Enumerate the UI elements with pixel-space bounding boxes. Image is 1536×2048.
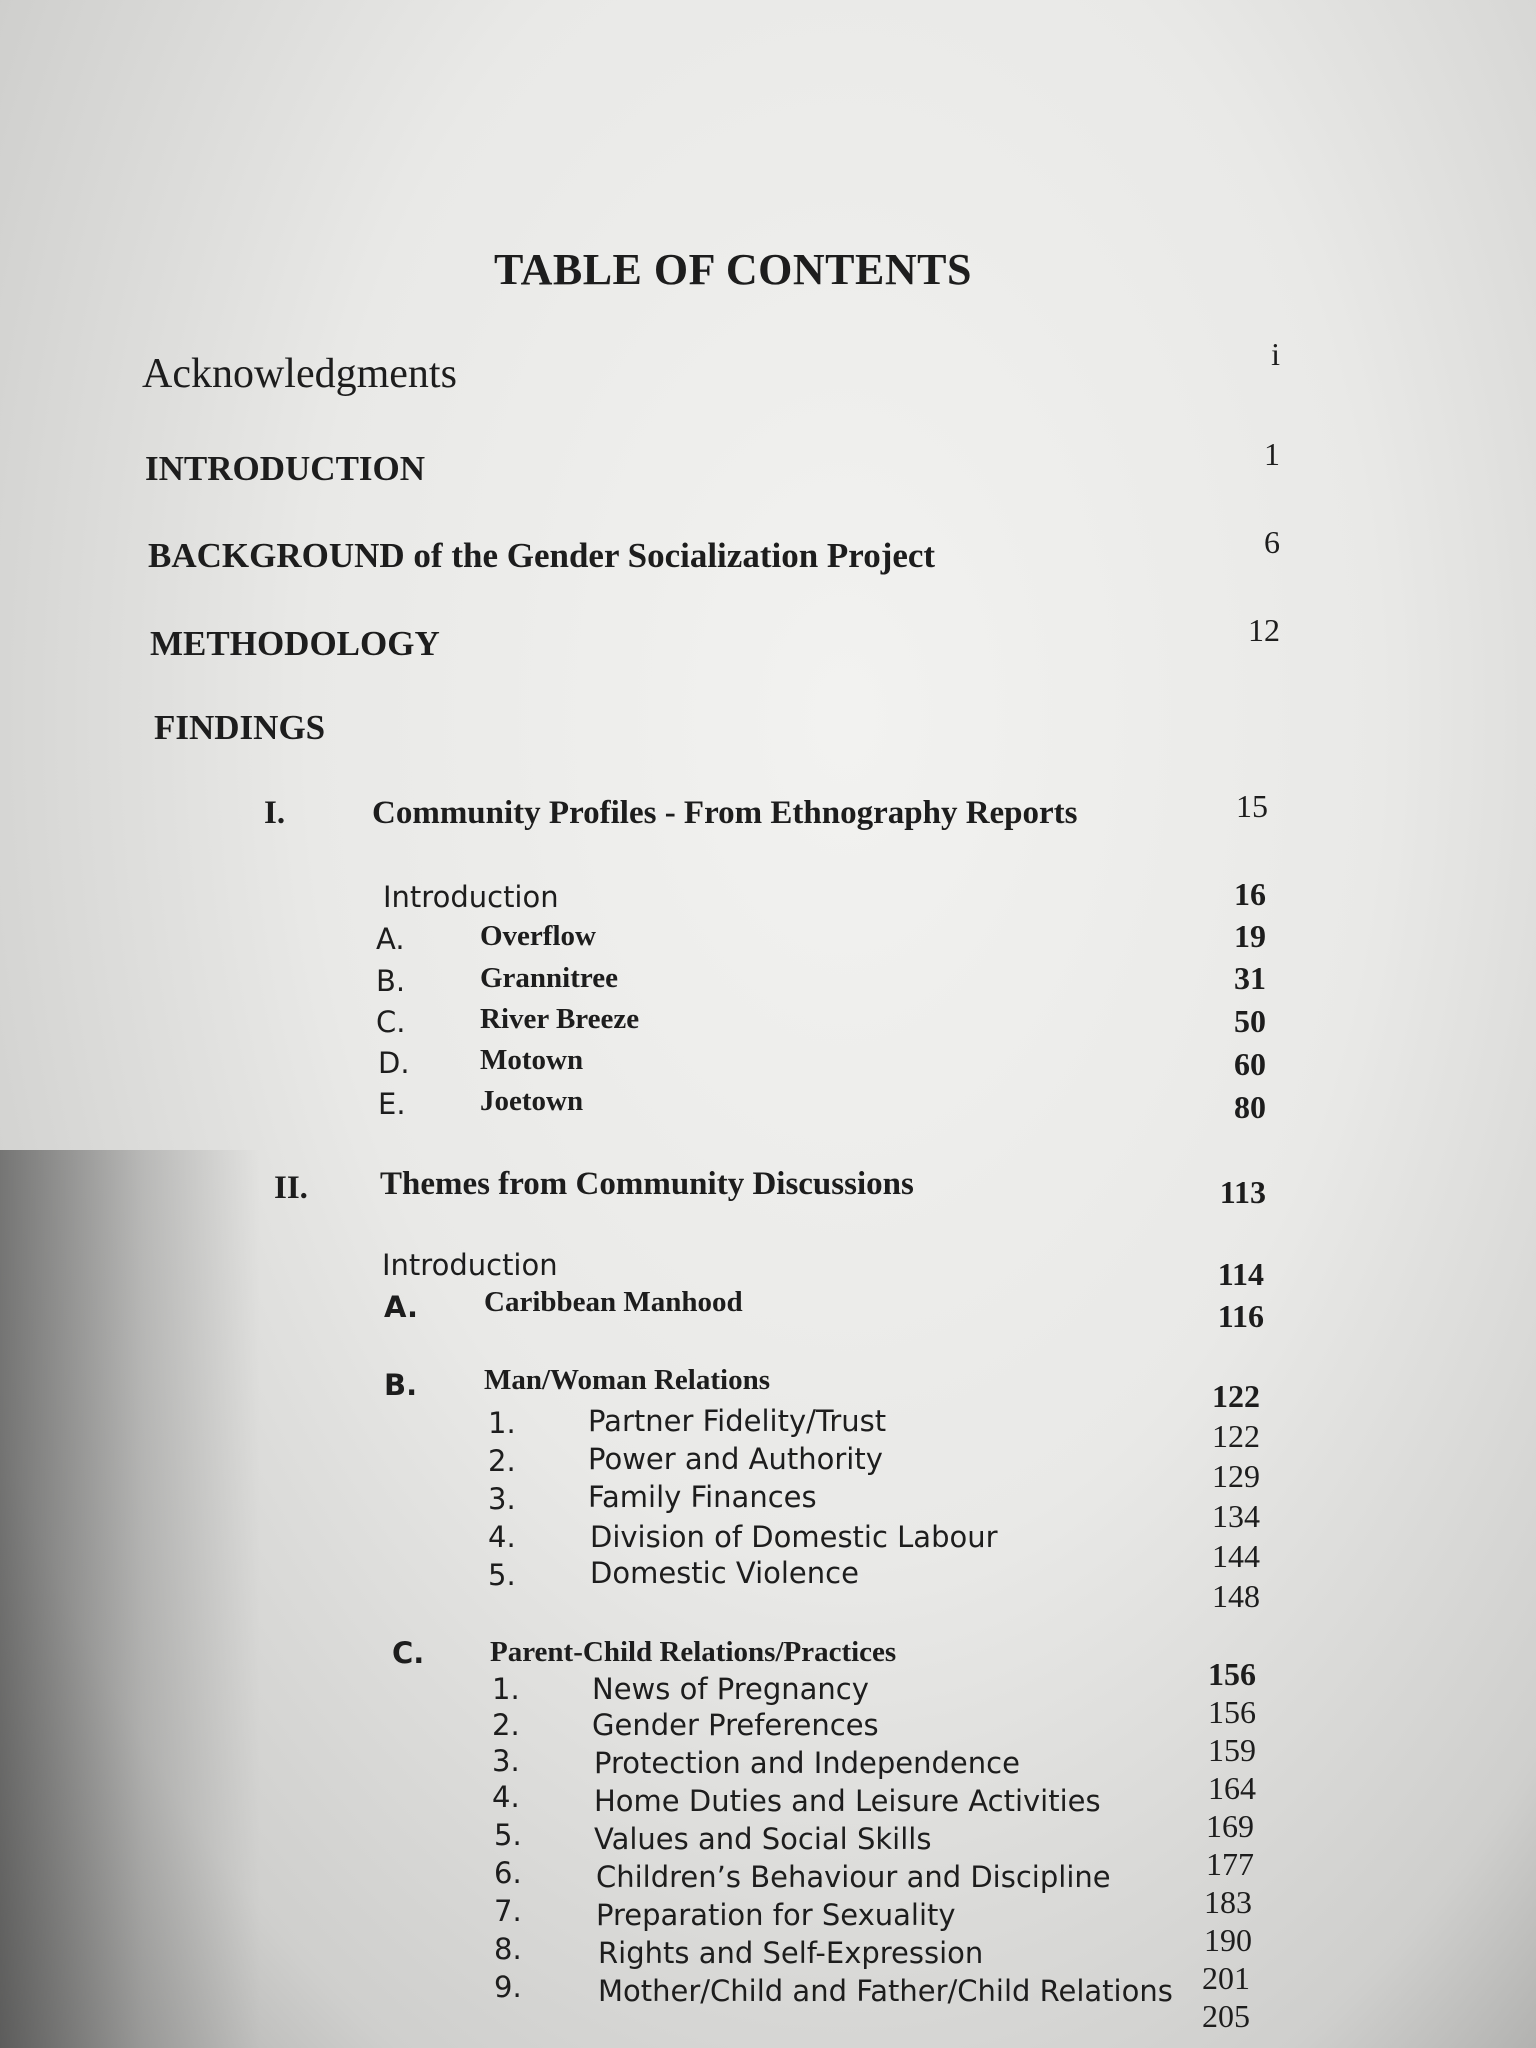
item-number: 6. xyxy=(494,1856,522,1890)
page-number: 148 xyxy=(1212,1578,1260,1614)
page-number: 183 xyxy=(1204,1884,1252,1920)
item-number: 8. xyxy=(494,1932,522,1966)
page-number: 144 xyxy=(1212,1538,1260,1574)
toc-entry-background: BACKGROUND of the Gender Socialization Project xyxy=(148,536,936,575)
toc-entry: Mother/Child and Father/Child Relations xyxy=(598,1974,1173,2008)
page-number: 177 xyxy=(1206,1846,1254,1882)
toc-entry: Joetown xyxy=(480,1085,584,1117)
toc-entry: Gender Preferences xyxy=(592,1708,879,1742)
item-letter: C. xyxy=(376,1005,406,1039)
page-number: 60 xyxy=(1234,1046,1266,1082)
item-letter: D. xyxy=(378,1046,410,1080)
section-title: Themes from Community Discussions xyxy=(380,1166,914,1202)
page-number: 122 xyxy=(1212,1418,1260,1454)
page-number: 159 xyxy=(1208,1732,1256,1768)
item-number: 3. xyxy=(492,1744,520,1778)
toc-entry: Home Duties and Leisure Activities xyxy=(594,1784,1101,1818)
toc-entry-introduction: Introduction xyxy=(383,880,559,914)
page-number: 129 xyxy=(1212,1458,1260,1494)
toc-entry: Caribbean Manhood xyxy=(484,1286,743,1318)
page-shadow xyxy=(0,1150,260,2048)
item-letter: A. xyxy=(376,922,405,956)
item-number: 1. xyxy=(492,1672,520,1706)
item-number: 4. xyxy=(488,1520,516,1554)
item-number: 3. xyxy=(488,1482,516,1516)
page-number: 205 xyxy=(1202,1998,1250,2034)
toc-entry-introduction: Introduction xyxy=(382,1248,558,1282)
item-letter: C. xyxy=(392,1636,425,1670)
page-number: 122 xyxy=(1212,1378,1260,1414)
page-number: 1 xyxy=(1264,436,1280,472)
toc-entry: Domestic Violence xyxy=(590,1556,859,1590)
page-number: 16 xyxy=(1234,876,1266,912)
item-number: 4. xyxy=(492,1780,520,1814)
page-number: 15 xyxy=(1236,788,1268,824)
page-number: 113 xyxy=(1219,1174,1266,1210)
toc-entry-findings: FINDINGS xyxy=(154,708,326,747)
toc-entry: Overflow xyxy=(480,920,596,952)
toc-entry: Division of Domestic Labour xyxy=(590,1520,998,1554)
item-letter: B. xyxy=(376,964,406,998)
subsection-title: Parent-Child Relations/Practices xyxy=(490,1636,897,1668)
page-number: 169 xyxy=(1206,1808,1254,1844)
page-number: 80 xyxy=(1234,1089,1266,1125)
page-number: 134 xyxy=(1212,1498,1260,1534)
item-number: 9. xyxy=(494,1970,522,2004)
page-number: 156 xyxy=(1208,1656,1256,1692)
toc-entry-introduction: INTRODUCTION xyxy=(145,449,426,488)
subsection-title: Man/Woman Relations xyxy=(484,1364,770,1396)
toc-entry: Preparation for Sexuality xyxy=(596,1898,956,1932)
page-title: TABLE OF CONTENTS xyxy=(494,245,972,294)
item-number: 5. xyxy=(488,1558,516,1592)
page-number: 6 xyxy=(1264,524,1280,560)
item-number: 5. xyxy=(494,1818,522,1852)
toc-entry: Power and Authority xyxy=(588,1442,883,1476)
toc-entry: Family Finances xyxy=(588,1480,817,1514)
section-numeral: I. xyxy=(264,795,286,831)
page-number: 31 xyxy=(1234,960,1266,996)
toc-entry: Protection and Independence xyxy=(594,1746,1020,1780)
page-number: 114 xyxy=(1217,1256,1264,1292)
toc-entry: Rights and Self-Expression xyxy=(598,1936,984,1970)
toc-entry: News of Pregnancy xyxy=(592,1672,869,1706)
toc-entry-acknowledgments: Acknowledgments xyxy=(142,351,457,397)
page-number: 201 xyxy=(1202,1960,1250,1996)
page-number: 12 xyxy=(1248,612,1280,648)
item-number: 2. xyxy=(492,1708,520,1742)
item-number: 1. xyxy=(488,1406,516,1440)
page-number: 116 xyxy=(1217,1298,1264,1334)
section-title: Community Profiles - From Ethnography Reports xyxy=(372,795,1078,831)
item-number: 2. xyxy=(488,1444,516,1478)
toc-entry: Motown xyxy=(480,1044,584,1076)
toc-entry: River Breeze xyxy=(480,1003,640,1035)
page-number: 164 xyxy=(1208,1770,1256,1806)
toc-entry: Values and Social Skills xyxy=(594,1822,932,1856)
item-letter: A. xyxy=(384,1290,418,1324)
toc-entry: Partner Fidelity/Trust xyxy=(588,1404,887,1438)
toc-entry: Children’s Behaviour and Discipline xyxy=(596,1860,1111,1894)
page-number: i xyxy=(1271,336,1280,372)
section-numeral: II. xyxy=(274,1170,308,1206)
item-number: 7. xyxy=(494,1894,522,1928)
toc-entry: Grannitree xyxy=(480,962,618,994)
page-number: 190 xyxy=(1204,1922,1252,1958)
page-number: 19 xyxy=(1234,918,1266,954)
page-number: 156 xyxy=(1208,1694,1256,1730)
item-letter: E. xyxy=(378,1087,406,1121)
toc-entry-methodology: METHODOLOGY xyxy=(150,624,440,663)
page-number: 50 xyxy=(1234,1003,1266,1039)
item-letter: B. xyxy=(384,1368,418,1402)
